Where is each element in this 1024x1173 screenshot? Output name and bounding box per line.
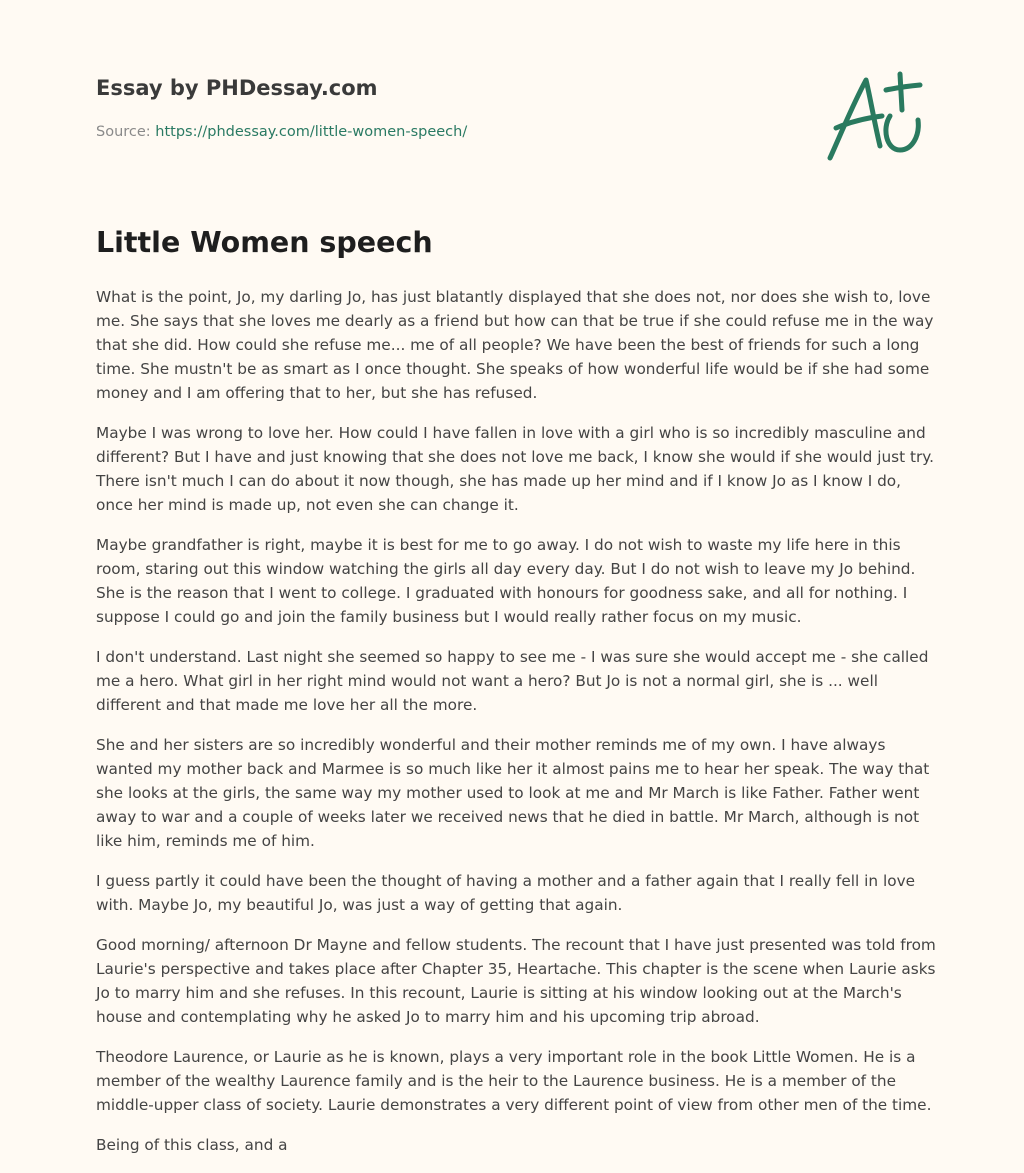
essay-body (96, 285, 936, 1173)
source-link[interactable]: https://phdessay.com/little-women-speech/ (155, 124, 468, 140)
essay-title: Little Women speech (96, 226, 433, 259)
essay-paragraph: I guess partly it could have been the thought of having a mother and a father again that I really fell in love with. Maybe Jo, my beautiful Jo, was just a way of getting that again. (96, 872, 916, 914)
essay-paragraph: Good morning/ afternoon Dr Mayne and fellow students. The recount that I have just presented was told from Laurie's perspective and takes place after Chapter 35, Heartache. This chapter is the scene when Laurie asks Jo to marry him and she refuses. In this recount, Laurie is sitting at his window looking out at the March's house and contemplating why he asked Jo to marry him and his upcoming trip abroad. (96, 936, 936, 1026)
source-line (96, 124, 467, 140)
site-title: Essay by PHDessay.com (96, 76, 378, 100)
essay-paragraph: What is the point, Jo, my darling Jo, has just blatantly displayed that she does not, nor does she wish to, love me. She says that she loves me dearly as a friend but how can that be true if she could refuse me in the way that she did. How could she refuse me... me of all people? We have been the best of friends for such a long time. She mustn't be as smart as I once thought. She speaks of how wonderful life would be if she had some money and I am offering that to her, but she has refused. (96, 288, 934, 402)
essay-paragraph: I don't understand. Last night she seemed so happy to see me - I was sure she would accept me - she called me a hero. What girl in her right mind would not want a hero? But Jo is not a normal girl, she is ... well different and that made me love her all the more. (96, 648, 929, 714)
essay-paragraph: Maybe I was wrong to love her. How could I have fallen in love with a girl who is so incredibly masculine and different? But I have and just knowing that she does not love me back, I know she would if she would just try. There isn't much I can do about it now though, she has made up her mind and if I know Jo as I know I do, once her mind is made up, not even she can change it. (96, 424, 935, 514)
essay-paragraph: She and her sisters are so incredibly wonderful and their mother reminds me of my own. I have always wanted my mother back and Marmee is so much like her it almost pains me to hear her speak. The way that she looks at the girls, the same way my mother used to look at me and Mr March is like Father. Father went away to war and a couple of weeks later we received news that he died in battle. Mr March, although is not like him, reminds me of him. (96, 736, 930, 850)
essay-paragraph: Maybe grandfather is right, maybe it is best for me to go away. I do not wish to waste my life here in this room, staring out this window watching the girls all day every day. But I do not wish to leave my Jo behind. She is the reason that I went to college. I graduated with honours for goodness sake, and all for nothing. I suppose I could go and join the family business but I would really rather focus on my music. (96, 536, 916, 626)
source-label: Source: (96, 124, 156, 140)
essay-paragraph: Being of this class, and a (96, 1136, 288, 1154)
essay-paragraph: Theodore Laurence, or Laurie as he is known, plays a very important role in the book Little Women. He is a member of the wealthy Laurence family and is the heir to the Laurence business. He is a member of the middle-upper class of society. Laurie demonstrates a very different point of view from other men of the time. (96, 1048, 932, 1114)
a-plus-grade-icon (820, 66, 930, 166)
